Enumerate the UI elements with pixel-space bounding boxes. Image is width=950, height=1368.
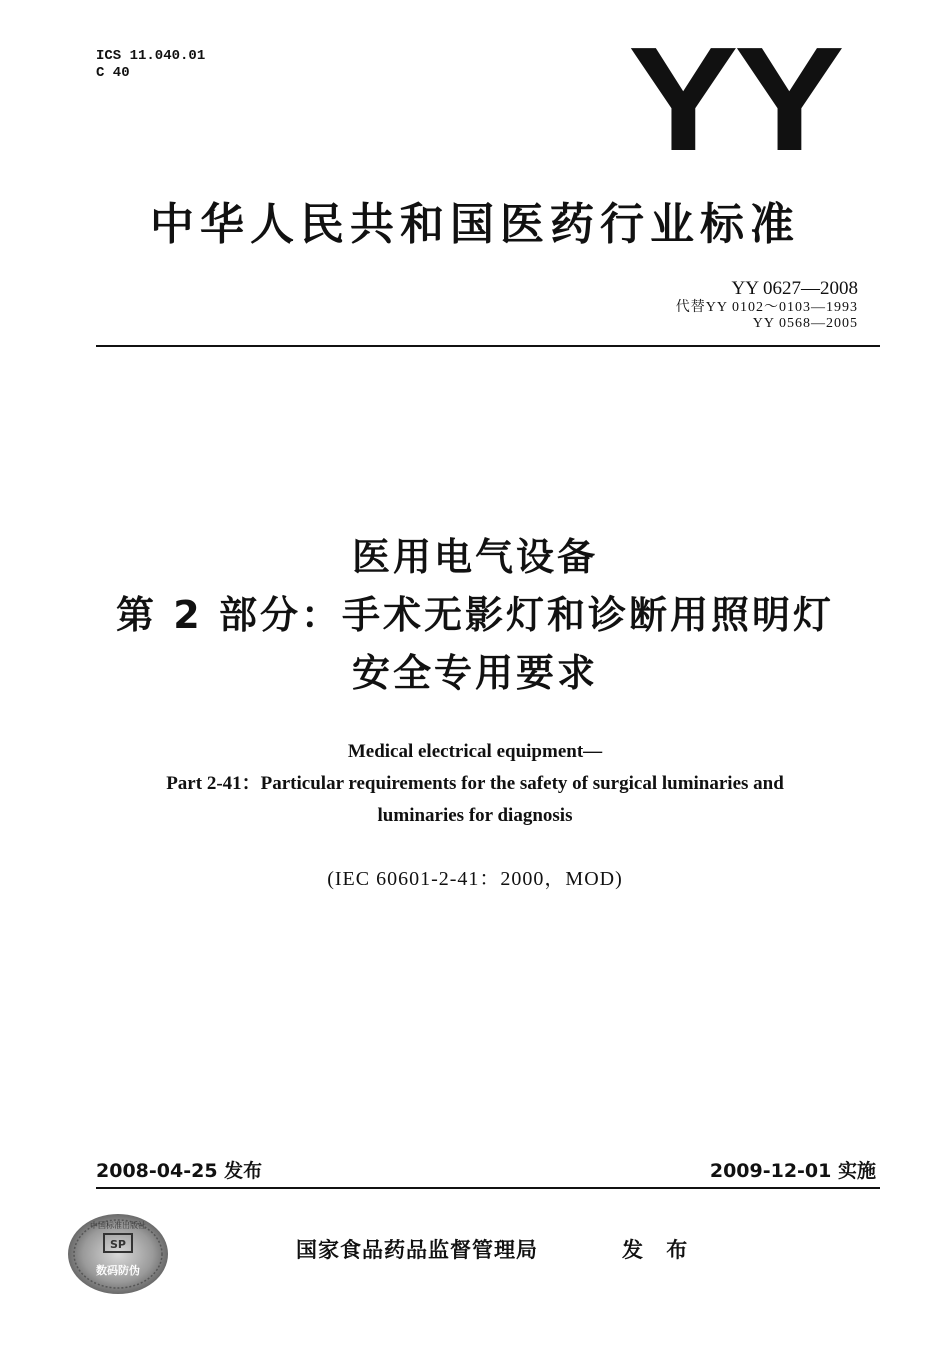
english-title-line-3: luminaries for diagnosis — [377, 805, 573, 826]
chinese-title-line-1: 医用电气设备 — [351, 535, 598, 579]
publish-label: 发 布 — [622, 1238, 696, 1262]
standard-number-block — [676, 278, 858, 332]
seal-text-bottom: 数码防伪 — [96, 1264, 140, 1277]
english-title-line-1: Medical electrical equipment— — [347, 741, 603, 762]
ccs-code: C 40 — [96, 65, 130, 81]
implementation-date: 2009-12-01 实施 — [709, 1160, 876, 1182]
standard-number: YY 0627—2008 — [731, 278, 858, 299]
top-divider — [96, 345, 880, 347]
english-title-line-2: Part 2-41：Particular requirements for the safety of surgical luminaries and — [166, 773, 784, 794]
classification-codes — [96, 48, 205, 82]
publisher-name: 国家食品药品监督管理局 — [296, 1238, 538, 1262]
replaces-line-2: YY 0568—2005 — [752, 316, 858, 331]
standard-category-title: 中华人民共和国医药行业标准 — [150, 199, 800, 250]
replaces-line-1: 代替YY 0102～0103—1993 — [675, 300, 858, 315]
chinese-title — [0, 528, 950, 702]
chinese-title-line-2: 第 2 部分：手术无影灯和诊断用照明灯 — [116, 593, 834, 637]
chinese-title-line-3: 安全专用要求 — [351, 651, 598, 695]
svg-text:SP: SP — [110, 1238, 126, 1251]
anti-counterfeit-seal-icon — [66, 1212, 170, 1296]
ics-code: ICS 11.040.01 — [96, 48, 206, 64]
issue-date: 2008-04-25 发布 — [96, 1160, 263, 1182]
yy-logo: YY — [628, 17, 841, 182]
bottom-divider — [96, 1187, 880, 1189]
english-title — [0, 736, 950, 832]
seal-text-top: 中国标准出版社 — [90, 1221, 146, 1230]
iec-reference: (IEC 60601-2-41：2000，MOD) — [327, 868, 623, 890]
